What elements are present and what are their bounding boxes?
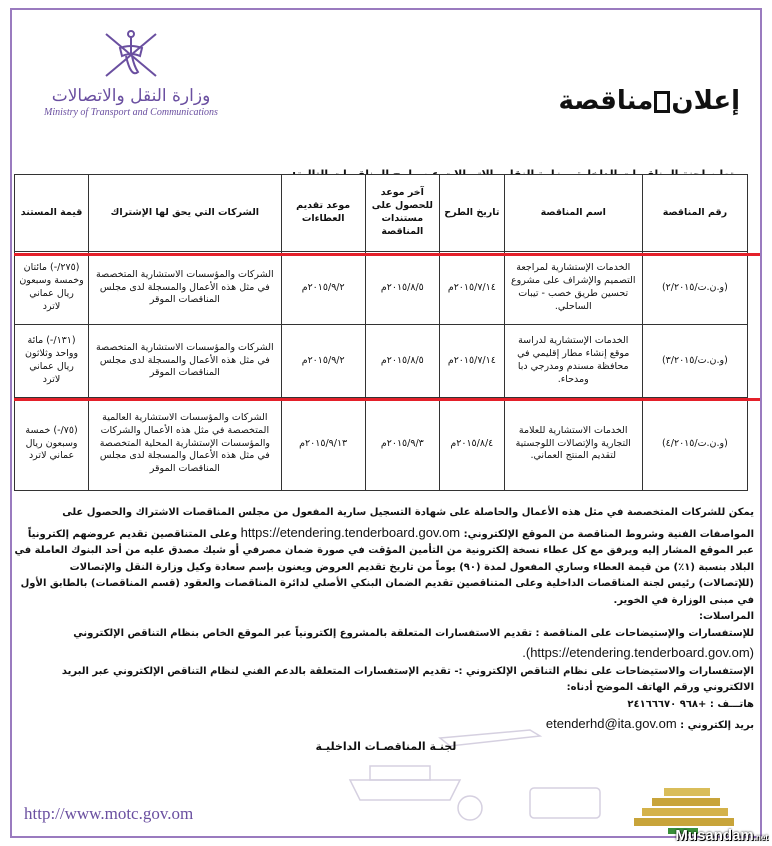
- cell-number: (و.ن.ت/٣/٢٠١٥): [642, 325, 747, 398]
- ad-title: [559, 86, 741, 116]
- watermark-text: Musandam: [675, 827, 754, 844]
- email-link[interactable]: etenderhd@ita.gov.om: [545, 716, 677, 731]
- cell-value: (٧٥/-) خمسة وسبعون ريال عماني لاترد: [15, 398, 89, 491]
- header-name: اسم المناقصة: [504, 175, 642, 252]
- cell-date: ٢٠١٥/٨/٤م: [439, 398, 504, 491]
- header-last-date: آخر موعد للحصول على مستندات المناقصة: [365, 175, 439, 252]
- ship-cabin-icon: [370, 766, 430, 780]
- paragraph-support: الإستفسارات والاستيضاحات على نظام التناقص الإلكتروني :- تقديم الإستفسارات المتعلقة بالدعم الفني لنظام التناقص الإلكتروني عبر البريد الالكتروني ورقم الهاتف الموضح أدناه:: [61, 665, 754, 693]
- highlight-line-top: [14, 253, 760, 256]
- cell-name: الخدمات الاستشارية للعلامة التجارية والإتصالات اللوجستية لتقديم المنتج العماني.: [504, 398, 642, 491]
- cell-date: ٢٠١٥/٧/١٤م: [439, 252, 504, 325]
- header-companies: الشركات التي يحق لها الإشتراك: [89, 175, 282, 252]
- inquiries-link[interactable]: (https://etendering.tenderboard.gov.om).: [522, 645, 754, 660]
- header-value: قيمة المستند: [15, 175, 89, 252]
- cell-name: الخدمات الإستشارية لدراسة موقع إنشاء مطار إقليمي في محافظة مسندم ومدرجي دبا ومدحاء.: [504, 325, 642, 398]
- cell-submit: ٢٠١٥/٩/٢م: [281, 252, 365, 325]
- ministry-english-name: Ministry of Transport and Communications: [44, 107, 218, 118]
- body-text: [14, 505, 754, 735]
- watermark: [675, 827, 768, 844]
- email-label: بريد إلكتروني :: [680, 720, 754, 731]
- cell-date: ٢٠١٥/٧/١٤م: [439, 325, 504, 398]
- ship-icon: [350, 780, 460, 800]
- paragraph-inquiries: [14, 626, 754, 664]
- header: [12, 10, 760, 150]
- bus-icon: [530, 788, 600, 818]
- table-header-row: [15, 175, 748, 252]
- title-box-icon: [654, 91, 670, 113]
- committee-signature: لجنـة المناقصـات الداخليـة: [315, 740, 457, 753]
- cell-value: (١٣١/-) مائة وواحد وثلاثون ريال عماني لاترد: [15, 325, 89, 398]
- ministry-logo: [26, 26, 236, 141]
- cell-companies: الشركات والمؤسسات الاستشارية العالمية المتخصصة في مثل هذه الأعمال والشركات والمؤسسات الإستشارية المحلية المتخصصة في مثل هذه الأعمال والمسجلة لدى مجلس المناقصات الموقر: [89, 398, 282, 491]
- header-submit: موعد تقديم العطاءات: [281, 175, 365, 252]
- cell-submit: ٢٠١٥/٩/٢م: [281, 325, 365, 398]
- khanjar-emblem-icon: [96, 26, 166, 84]
- phone-line: [14, 697, 754, 714]
- cell-companies: الشركات والمؤسسات الاستشارية المتخصصة في مثل هذه الأعمال والمسجلة لدى مجلس المناقصات الموقر: [89, 325, 282, 398]
- cell-companies: الشركات والمؤسسات الاستشارية المتخصصة في مثل هذه الأعمال والمسجلة لدى مجلس المناقصات الموقر: [89, 252, 282, 325]
- ad-title-post: مناقصة: [558, 86, 654, 116]
- cell-value: (٢٧٥/-) مائتان وخمسة وسبعون ريال عماني لاترد: [15, 252, 89, 325]
- ad-title-pre: إعلان: [671, 86, 740, 116]
- paragraph-conditions: [14, 505, 754, 609]
- highlight-line-bottom: [14, 398, 760, 401]
- phone-number: +٩٦٨ ٢٤١٦٦٦٧٠: [627, 698, 707, 710]
- tender-portal-link[interactable]: https://etendering.tenderboard.gov.om: [240, 524, 461, 540]
- satellite-dish-icon: [458, 796, 482, 820]
- cell-last-date: ٢٠١٥/٨/٥م: [365, 252, 439, 325]
- cell-number: (و.ن.ت/٤/٢٠١٥): [642, 398, 747, 491]
- correspondence-label: المراسلات:: [698, 611, 754, 622]
- header-number: رقم المناقصة: [642, 175, 747, 252]
- header-date: تاريخ الطرح: [439, 175, 504, 252]
- transport-illustration: [230, 720, 650, 825]
- tenders-table: [14, 174, 748, 491]
- cell-number: (و.ن.ت/٢/٢٠١٥): [642, 252, 747, 325]
- cell-last-date: ٢٠١٥/٩/٣م: [365, 398, 439, 491]
- conditions-text-a: يمكن للشركات المتخصصة في مثل هذه الأعمال والحاصلة على شهادة التسجيل سارية المفعول من مجلس المناقصات الاشتراك والحصول على المواصفات الفنية وشروط المناقصة من الموقع الإلكتروني:: [62, 507, 754, 540]
- phone-label: هاتـــف :: [709, 698, 754, 710]
- table-row: [15, 252, 748, 325]
- cell-name: الخدمات الإستشارية لمراجعة التصميم والإشراف على مشروع تحسين طريق خصب - تيبات الساحلي.: [504, 252, 642, 325]
- conditions-text-b: وعلى المتناقصين تقديم عروضهم إلكترونياً عبر الموقع المشار إليه ويرفق مع كل عطاء نسخة إلكترونية من التأمين المؤقت في صورة ضمان مصرفي أو شيك مصدق عليه من أحد البنوك العاملة في البلاد بنسبة (١٪) من قيمة العطاء وساري المفعول لمدة (٩٠) يوماً من تاريخ تقديم العروض ويعنون بإسم سعادة وكيل وزارة النقل والإتصالات (للإتصالات) رئيس لجنة المناقصات الداخلية وعلى المتناقصين تقديم الضمان البنكي الأصلي لدائرة المناقصات والعقود (قسم المناقصات) بالطابق الأول في مبنى الوزارة في الخوير.: [14, 528, 754, 606]
- watermark-suffix: .net: [753, 833, 768, 842]
- table-row: [15, 325, 748, 398]
- ministry-arabic-name: وزارة النقل والاتصالات: [51, 86, 211, 106]
- cell-submit: ٢٠١٥/٩/١٣م: [281, 398, 365, 491]
- ministry-website-link[interactable]: http://www.motc.gov.om: [24, 804, 194, 823]
- cell-last-date: ٢٠١٥/٨/٥م: [365, 325, 439, 398]
- inquiries-text: للإستفسارات والإستيضاحات على المناقصة : تقديم الاستفسارات المتعلقة بالمشروع إلكترونياً عبر الموقع الخاص بنظام التناقص الإلكتروني: [73, 627, 754, 639]
- table-row: [15, 398, 748, 491]
